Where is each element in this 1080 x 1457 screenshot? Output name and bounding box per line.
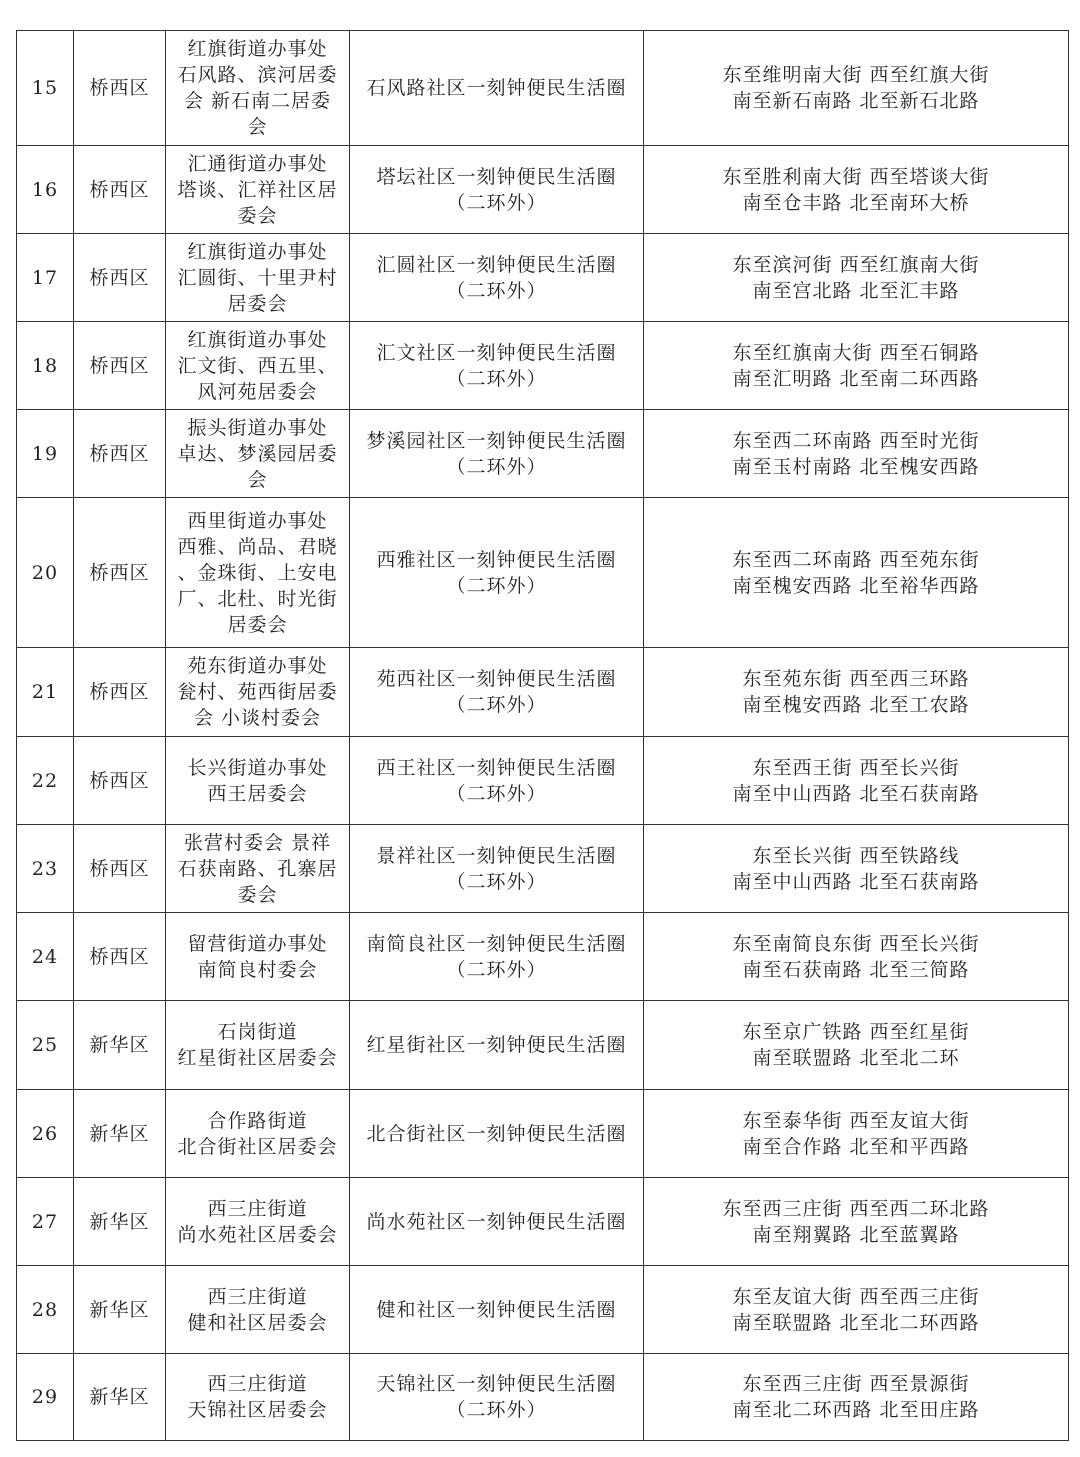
range-cell-line: 东至西三庄街 西至西二环北路	[722, 1197, 990, 1220]
row-number: 19	[17, 410, 74, 498]
circle-name-cell-line: （二环外）	[446, 367, 547, 390]
circle-name-cell	[350, 31, 644, 146]
organization-cell	[166, 234, 350, 322]
circle-name-cell	[350, 737, 644, 825]
range-cell-line: 南至槐安西路 北至工农路	[742, 694, 970, 716]
organization-cell-line: 北合街社区居委会	[177, 1135, 338, 1158]
organization-cell	[166, 1090, 350, 1178]
organization-cell-line: 汇文街、西五里、	[177, 354, 338, 377]
organization-cell-line: 石岗街道	[217, 1021, 298, 1043]
organization-cell-line: 红旗街道办事处	[187, 38, 328, 60]
district-cell: 桥西区	[74, 648, 166, 737]
circle-name-cell-line: 西王社区一刻钟便民生活圈	[376, 756, 617, 779]
circle-name-cell-line: （二环外）	[446, 1399, 547, 1421]
circle-name-cell	[350, 913, 644, 1001]
organization-cell-line: 居委会	[227, 292, 288, 315]
circle-name-cell	[350, 146, 644, 234]
organization-cell-line: 委会	[237, 883, 278, 906]
district-cell: 桥西区	[74, 825, 166, 913]
table-row	[17, 1001, 1069, 1090]
district-cell: 桥西区	[74, 31, 166, 146]
range-cell	[644, 1001, 1069, 1090]
range-cell	[644, 322, 1069, 410]
circle-name-cell-line: 北合街社区一刻钟便民生活圈	[366, 1122, 627, 1145]
row-number: 27	[17, 1178, 74, 1266]
organization-cell-line: 天锦社区居委会	[187, 1399, 328, 1421]
range-cell-line: 南至新石南路 北至新石北路	[732, 90, 980, 112]
circle-name-cell	[350, 1001, 644, 1090]
range-cell-line: 南至玉村南路 北至槐安西路	[732, 455, 980, 478]
district-cell: 新华区	[74, 1001, 166, 1090]
range-cell-line: 南至槐安西路 北至裕华西路	[732, 574, 980, 597]
organization-cell-line: 西里街道办事处	[187, 509, 328, 532]
organization-cell-line: 汇圆街、十里尹村	[177, 266, 338, 289]
circle-name-cell-line: 汇圆社区一刻钟便民生活圈	[376, 253, 617, 276]
organization-cell-line: 会 小谈村委会	[193, 707, 322, 729]
organization-cell-line: 合作路街道	[207, 1109, 308, 1132]
circle-name-cell	[350, 1354, 644, 1441]
organization-cell	[166, 146, 350, 234]
circle-name-cell-line: 石风路社区一刻钟便民生活圈	[366, 77, 627, 99]
range-cell-line: 东至西王街 西至长兴街	[752, 756, 960, 779]
organization-cell	[166, 1354, 350, 1441]
organization-cell-line: 瓮村、苑西街居委	[177, 681, 338, 703]
organization-cell-line: 卓达、梦溪园居委	[177, 442, 338, 465]
circle-name-cell-line: 汇文社区一刻钟便民生活圈	[376, 341, 617, 364]
range-cell	[644, 498, 1069, 648]
range-cell	[644, 1090, 1069, 1178]
row-number: 28	[17, 1266, 74, 1354]
organization-cell-line: 会 新石南二居委	[183, 90, 332, 112]
range-cell-line: 南至北二环西路 北至田庄路	[732, 1399, 980, 1421]
organization-cell	[166, 498, 350, 648]
circle-name-cell	[350, 648, 644, 737]
district-cell: 桥西区	[74, 146, 166, 234]
organization-cell	[166, 648, 350, 737]
range-cell-line: 南至合作路 北至和平西路	[742, 1135, 970, 1158]
range-cell-line: 东至京广铁路 西至红星街	[742, 1021, 970, 1043]
district-cell: 桥西区	[74, 737, 166, 825]
circle-name-cell-line: （二环外）	[446, 694, 547, 716]
organization-cell	[166, 825, 350, 913]
organization-cell-line: 塔谈、汇祥社区居	[177, 178, 338, 201]
organization-cell	[166, 1178, 350, 1266]
organization-cell	[166, 322, 350, 410]
district-cell: 桥西区	[74, 498, 166, 648]
range-cell-line: 东至维明南大街 西至红旗大街	[722, 64, 990, 86]
organization-cell	[166, 31, 350, 146]
district-cell: 桥西区	[74, 913, 166, 1001]
circle-name-cell-line: 塔坛社区一刻钟便民生活圈	[376, 165, 617, 188]
district-cell: 桥西区	[74, 322, 166, 410]
organization-cell-line: 石风路、滨河居委	[177, 64, 338, 86]
row-number: 16	[17, 146, 74, 234]
range-cell-line: 东至苑东街 西至西三环路	[742, 668, 970, 690]
range-cell-line: 东至友谊大街 西至西三庄街	[732, 1285, 980, 1308]
table-row	[17, 410, 1069, 498]
organization-cell	[166, 1001, 350, 1090]
range-cell-line: 东至长兴街 西至铁路线	[752, 844, 960, 867]
circle-name-cell	[350, 498, 644, 648]
organization-cell	[166, 1266, 350, 1354]
organization-cell-line: 长兴街道办事处	[187, 756, 328, 779]
range-cell-line: 南至宫北路 北至汇丰路	[752, 279, 960, 302]
row-number: 25	[17, 1001, 74, 1090]
range-cell	[644, 1354, 1069, 1441]
circle-name-cell-line: （二环外）	[446, 279, 547, 302]
range-cell-line: 东至西二环南路 西至时光街	[732, 429, 980, 452]
district-cell: 新华区	[74, 1178, 166, 1266]
range-cell-line: 南至仓丰路 北至南环大桥	[742, 191, 970, 214]
organization-cell-line: 振头街道办事处	[187, 416, 328, 439]
table-row	[17, 1178, 1069, 1266]
table-row	[17, 322, 1069, 410]
range-cell-line: 东至泰华街 西至友谊大街	[742, 1109, 970, 1132]
row-number: 22	[17, 737, 74, 825]
circle-name-cell-line: 南简良社区一刻钟便民生活圈	[366, 932, 627, 955]
circle-name-cell-line: 红星街社区一刻钟便民生活圈	[366, 1034, 627, 1056]
organization-cell-line: 西三庄街道	[207, 1197, 308, 1220]
table-row	[17, 146, 1069, 234]
table-row	[17, 913, 1069, 1001]
organization-cell-line: 、金珠街、上安电	[177, 561, 338, 584]
district-cell: 新华区	[74, 1354, 166, 1441]
range-cell-line: 南至中山西路 北至石获南路	[732, 870, 980, 893]
range-cell	[644, 1178, 1069, 1266]
row-number: 23	[17, 825, 74, 913]
table-body	[17, 31, 1069, 1441]
organization-cell-line: 会	[247, 468, 268, 491]
range-cell-line: 东至红旗南大街 西至石铜路	[732, 341, 980, 364]
circle-name-cell	[350, 1266, 644, 1354]
range-cell	[644, 1266, 1069, 1354]
circle-name-cell-line: 尚水苑社区一刻钟便民生活圈	[366, 1210, 627, 1233]
circle-name-cell	[350, 1090, 644, 1178]
organization-cell-line: 留营街道办事处	[187, 932, 328, 955]
row-number: 17	[17, 234, 74, 322]
range-cell-line: 东至西二环南路 西至苑东街	[732, 548, 980, 571]
organization-cell	[166, 737, 350, 825]
organization-cell-line: 会	[247, 116, 268, 138]
row-number: 29	[17, 1354, 74, 1441]
row-number: 18	[17, 322, 74, 410]
range-cell-line: 南至汇明路 北至南二环西路	[732, 367, 980, 390]
district-cell: 新华区	[74, 1090, 166, 1178]
circle-name-cell-line: 苑西社区一刻钟便民生活圈	[376, 668, 617, 690]
table-row	[17, 31, 1069, 146]
organization-cell-line: 健和社区居委会	[187, 1311, 328, 1334]
community-circle-table	[16, 30, 1069, 1441]
organization-cell	[166, 913, 350, 1001]
range-cell	[644, 234, 1069, 322]
range-cell-line: 南至中山西路 北至石获南路	[732, 782, 980, 805]
organization-cell-line: 厂、北杜、时光街	[177, 587, 338, 610]
organization-cell-line: 居委会	[227, 613, 288, 636]
row-number: 24	[17, 913, 74, 1001]
circle-name-cell-line: 健和社区一刻钟便民生活圈	[376, 1298, 617, 1321]
range-cell-line: 南至联盟路 北至北二环西路	[732, 1311, 980, 1334]
row-number: 26	[17, 1090, 74, 1178]
range-cell-line: 东至南简良东街 西至长兴街	[732, 932, 980, 955]
circle-name-cell-line: 景祥社区一刻钟便民生活圈	[376, 844, 617, 867]
organization-cell-line: 尚水苑社区居委会	[177, 1223, 338, 1246]
table-row	[17, 234, 1069, 322]
organization-cell	[166, 410, 350, 498]
range-cell	[644, 737, 1069, 825]
organization-cell-line: 红星街社区居委会	[177, 1047, 338, 1069]
circle-name-cell-line: 天锦社区一刻钟便民生活圈	[376, 1373, 617, 1395]
circle-name-cell-line: （二环外）	[446, 870, 547, 893]
table-row	[17, 648, 1069, 737]
district-cell: 桥西区	[74, 234, 166, 322]
circle-name-cell	[350, 234, 644, 322]
range-cell-line: 东至西三庄街 西至景源街	[742, 1373, 970, 1395]
circle-name-cell-line: （二环外）	[446, 191, 547, 214]
circle-name-cell	[350, 410, 644, 498]
organization-cell-line: 红旗街道办事处	[187, 240, 328, 263]
row-number: 20	[17, 498, 74, 648]
range-cell	[644, 648, 1069, 737]
circle-name-cell-line: （二环外）	[446, 782, 547, 805]
range-cell	[644, 31, 1069, 146]
organization-cell-line: 红旗街道办事处	[187, 328, 328, 351]
table-row	[17, 1090, 1069, 1178]
circle-name-cell-line: 梦溪园社区一刻钟便民生活圈	[366, 429, 627, 452]
circle-name-cell-line: （二环外）	[446, 574, 547, 597]
range-cell-line: 南至翔翼路 北至蓝翼路	[752, 1223, 960, 1246]
range-cell-line: 南至石获南路 北至三简路	[742, 958, 970, 981]
range-cell	[644, 825, 1069, 913]
range-cell	[644, 410, 1069, 498]
range-cell-line: 东至胜利南大街 西至塔谈大街	[722, 165, 990, 188]
circle-name-cell	[350, 1178, 644, 1266]
organization-cell-line: 张营村委会 景祥	[183, 831, 332, 854]
organization-cell-line: 石获南路、孔寨居	[177, 857, 338, 880]
organization-cell-line: 南简良村委会	[197, 958, 318, 981]
row-number: 21	[17, 648, 74, 737]
range-cell-line: 东至滨河街 西至红旗南大街	[732, 253, 980, 276]
district-cell: 桥西区	[74, 410, 166, 498]
table-row	[17, 1354, 1069, 1441]
organization-cell-line: 西王居委会	[207, 782, 308, 805]
range-cell	[644, 146, 1069, 234]
organization-cell-line: 风河苑居委会	[197, 380, 318, 403]
district-cell: 新华区	[74, 1266, 166, 1354]
organization-cell-line: 苑东街道办事处	[187, 655, 328, 677]
table-row	[17, 737, 1069, 825]
organization-cell-line: 委会	[237, 204, 278, 227]
organization-cell-line: 西雅、尚品、君晓	[177, 535, 338, 558]
circle-name-cell-line: （二环外）	[446, 455, 547, 478]
circle-name-cell	[350, 322, 644, 410]
circle-name-cell-line: （二环外）	[446, 958, 547, 981]
organization-cell-line: 西三庄街道	[207, 1285, 308, 1308]
organization-cell-line: 汇通街道办事处	[187, 152, 328, 175]
table-row	[17, 825, 1069, 913]
circle-name-cell-line: 西雅社区一刻钟便民生活圈	[376, 548, 617, 571]
range-cell	[644, 913, 1069, 1001]
row-number: 15	[17, 31, 74, 146]
circle-name-cell	[350, 825, 644, 913]
table-row	[17, 498, 1069, 648]
range-cell-line: 南至联盟路 北至北二环	[752, 1047, 960, 1069]
table-row	[17, 1266, 1069, 1354]
organization-cell-line: 西三庄街道	[207, 1373, 308, 1395]
